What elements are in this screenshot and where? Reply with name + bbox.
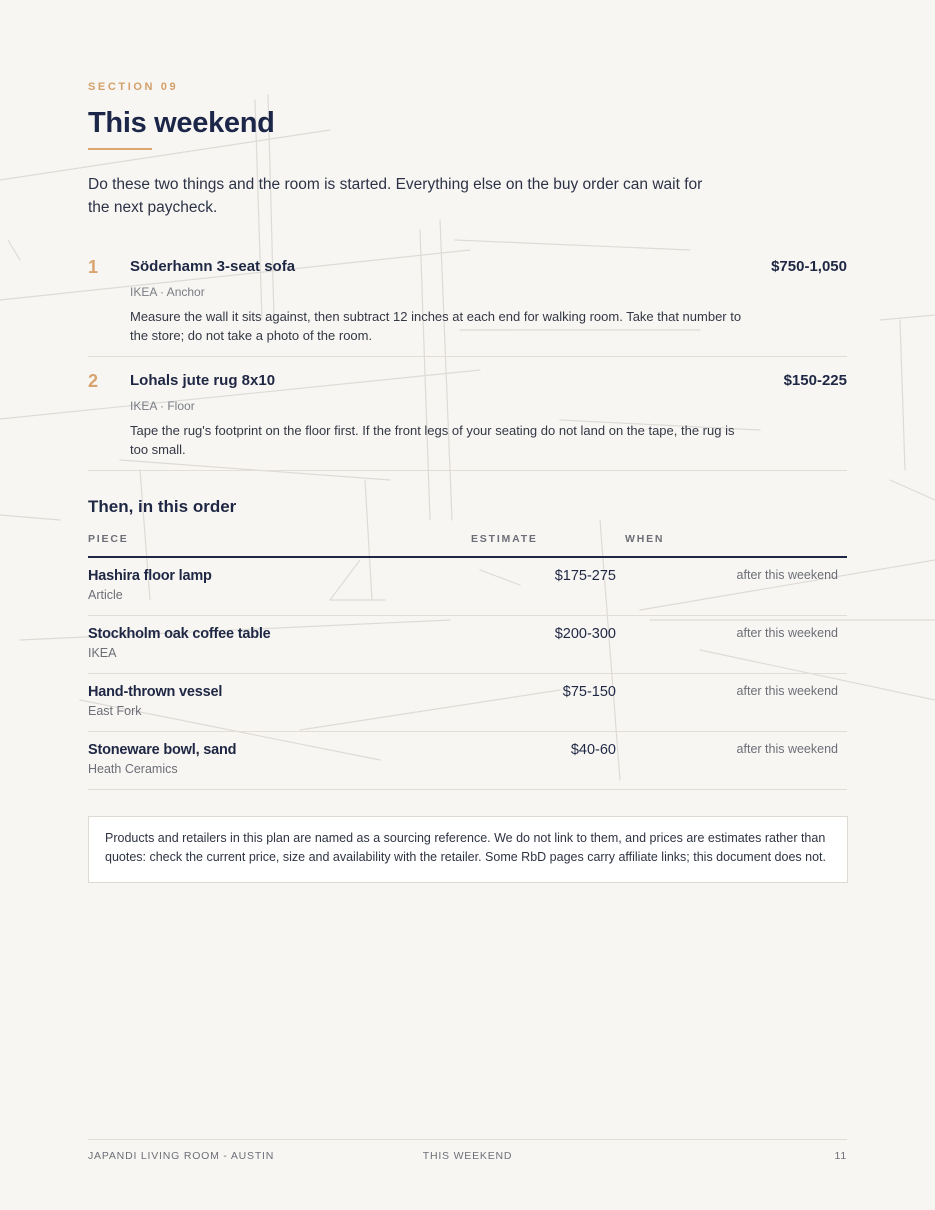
priority-price: $750-1,050 bbox=[771, 258, 847, 275]
table-row bbox=[88, 557, 847, 616]
page-number: 11 bbox=[834, 1150, 847, 1162]
row-piece-source: Article bbox=[88, 588, 123, 602]
row-piece-name: Stockholm oak coffee table bbox=[88, 626, 271, 642]
document-page bbox=[88, 0, 847, 1210]
row-estimate: $75-150 bbox=[562, 684, 616, 700]
column-header-piece: PIECE bbox=[88, 533, 129, 545]
footer-section-name: THIS WEEKEND bbox=[422, 1150, 513, 1162]
priority-meta: IKEA · Anchor bbox=[130, 285, 205, 299]
row-piece-name: Stoneware bowl, sand bbox=[88, 742, 237, 758]
row-estimate: $175-275 bbox=[554, 568, 616, 584]
title-underline bbox=[88, 148, 152, 150]
table-row bbox=[88, 731, 847, 790]
priority-number: 1 bbox=[88, 257, 99, 277]
priority-item bbox=[88, 257, 847, 357]
intro-text: Do these two things and the room is started. Everything else on the buy order can wait for the next paycheck. bbox=[88, 176, 703, 216]
row-piece-source: East Fork bbox=[88, 704, 142, 718]
row-when: after this weekend bbox=[736, 684, 838, 698]
priority-number: 2 bbox=[88, 371, 99, 391]
section-label: SECTION 09 bbox=[88, 81, 179, 93]
footer-document-title: JAPANDI LIVING ROOM - AUSTIN bbox=[88, 1150, 275, 1162]
row-when: after this weekend bbox=[736, 742, 838, 756]
row-piece-source: Heath Ceramics bbox=[88, 762, 178, 776]
row-when: after this weekend bbox=[736, 626, 838, 640]
priority-price: $150-225 bbox=[783, 372, 847, 389]
column-header-estimate: ESTIMATE bbox=[471, 533, 538, 545]
order-heading: Then, in this order bbox=[88, 497, 237, 516]
row-when: after this weekend bbox=[736, 568, 838, 582]
row-piece-name: Hand-thrown vessel bbox=[88, 684, 223, 700]
priority-note: Measure the wall it sits against, then subtract 12 inches at each end for walking room. Take that number to the store; do not take a photo of the room. bbox=[130, 309, 742, 343]
page-title: This weekend bbox=[88, 107, 275, 139]
priority-meta: IKEA · Floor bbox=[130, 399, 195, 413]
footer-divider bbox=[88, 1139, 847, 1140]
table-row bbox=[88, 673, 847, 732]
sourcing-disclaimer: Products and retailers in this plan are named as a sourcing reference. We do not link to them, and prices are estimates rather than quotes: check the current price, size and availability with the retailer. Some RbD pages carry affiliate links; this document does not. bbox=[88, 816, 848, 883]
table-row bbox=[88, 615, 847, 674]
row-estimate: $200-300 bbox=[554, 626, 616, 642]
row-piece-source: IKEA bbox=[88, 646, 117, 660]
priority-name: Söderhamn 3-seat sofa bbox=[130, 258, 296, 275]
row-piece-name: Hashira floor lamp bbox=[88, 568, 212, 584]
priority-item bbox=[88, 371, 847, 471]
priority-note: Tape the rug's footprint on the floor first. If the front legs of your seating do not land on the tape, the rug is too small. bbox=[130, 423, 735, 457]
row-estimate: $40-60 bbox=[570, 742, 616, 758]
column-header-when: WHEN bbox=[625, 533, 665, 545]
priority-name: Lohals jute rug 8x10 bbox=[130, 372, 276, 389]
